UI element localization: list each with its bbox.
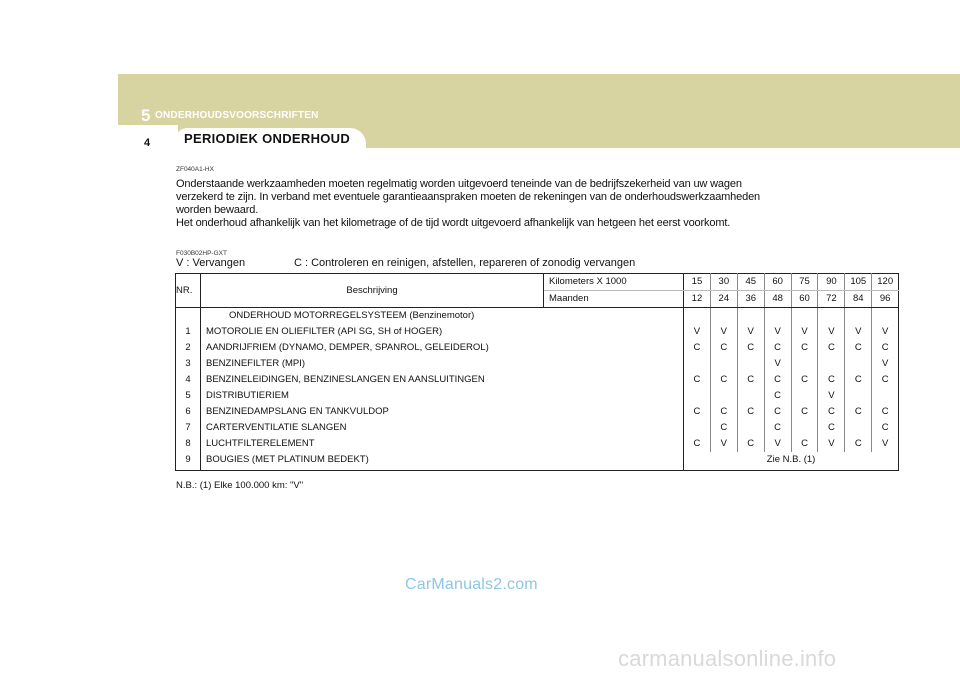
interval-cell bbox=[845, 308, 872, 325]
interval-action: C bbox=[881, 374, 889, 385]
section-title-cell: ONDERHOUD MOTORREGELSYSTEEM (Benzinemotor) bbox=[201, 308, 684, 325]
interval-action: C bbox=[710, 404, 737, 420]
footnote: N.B.: (1) Elke 100.000 km: "V" bbox=[176, 480, 304, 491]
interval-action: C bbox=[845, 436, 872, 452]
interval-action: V bbox=[737, 324, 764, 340]
interval-action bbox=[684, 388, 711, 404]
interval-cell bbox=[737, 308, 764, 325]
interval-action: C bbox=[684, 404, 711, 420]
interval-action: C bbox=[791, 436, 818, 452]
interval-action bbox=[791, 388, 818, 404]
interval-cell bbox=[818, 308, 845, 325]
interval-action: C bbox=[881, 406, 889, 417]
table-row bbox=[176, 388, 899, 404]
watermark-carmanualsonline[interactable]: carmanualsonline.info bbox=[618, 646, 837, 671]
km-interval: 60 bbox=[764, 274, 791, 291]
row-number: 7 bbox=[176, 420, 201, 436]
month-interval: 84 bbox=[845, 291, 872, 308]
month-interval: 72 bbox=[818, 291, 845, 308]
interval-cell bbox=[764, 308, 791, 325]
row-description: DISTRIBUTIERIEM bbox=[201, 388, 684, 404]
interval-action: C bbox=[710, 340, 737, 356]
interval-action bbox=[872, 388, 899, 404]
km-interval: 105 bbox=[845, 274, 872, 291]
interval-action: C bbox=[710, 420, 737, 436]
interval-action bbox=[845, 420, 872, 436]
row-number: 8 bbox=[176, 436, 201, 452]
interval-action: C bbox=[764, 340, 791, 356]
interval-action: C bbox=[818, 420, 845, 436]
interval-action: C bbox=[684, 372, 711, 388]
interval-action bbox=[845, 356, 872, 372]
interval-action: C bbox=[764, 372, 791, 388]
interval-action bbox=[791, 420, 818, 436]
table-row bbox=[176, 372, 899, 388]
interval-action: C bbox=[881, 342, 889, 353]
interval-action: C bbox=[881, 422, 889, 433]
interval-action bbox=[710, 356, 737, 372]
interval-action bbox=[845, 388, 872, 404]
interval-action bbox=[737, 420, 764, 436]
km-interval: 90 bbox=[818, 274, 845, 291]
interval-action: C bbox=[818, 404, 845, 420]
section-row bbox=[176, 308, 899, 325]
row-description: BOUGIES (MET PLATINUM BEDEKT) bbox=[201, 452, 684, 471]
interval-action: C bbox=[845, 340, 872, 356]
interval-cell bbox=[710, 308, 737, 325]
km-interval: 120 bbox=[872, 274, 899, 291]
interval-action: V bbox=[882, 358, 889, 369]
month-interval: 96 bbox=[872, 291, 899, 308]
interval-action: V bbox=[818, 436, 845, 452]
row-description: LUCHTFILTERELEMENT bbox=[201, 436, 684, 452]
interval-action: C bbox=[737, 372, 764, 388]
interval-action: V bbox=[764, 324, 791, 340]
interval-action: C bbox=[737, 404, 764, 420]
row-description: MOTOROLIE EN OLIEFILTER (API SG, SH of HOGER) bbox=[201, 324, 684, 340]
section-nr-cell bbox=[176, 308, 201, 325]
page-number: 4 bbox=[144, 137, 151, 149]
legend-replace: V : Vervangen bbox=[176, 257, 246, 269]
row-number: 4 bbox=[176, 372, 201, 388]
table-row bbox=[176, 452, 899, 471]
interval-action: V bbox=[764, 436, 791, 452]
interval-action: C bbox=[764, 420, 791, 436]
interval-action: V bbox=[764, 356, 791, 372]
interval-action bbox=[737, 388, 764, 404]
interval-action: V bbox=[882, 326, 889, 337]
interval-action: C bbox=[764, 404, 791, 420]
row-number: 9 bbox=[176, 452, 201, 471]
description-header: Beschrijving bbox=[201, 274, 544, 308]
interval-action: C bbox=[845, 372, 872, 388]
table-row bbox=[176, 356, 899, 372]
km-interval: 45 bbox=[737, 274, 764, 291]
interval-action: C bbox=[791, 372, 818, 388]
table-row bbox=[176, 436, 899, 452]
interval-action: V bbox=[845, 324, 872, 340]
interval-action: V bbox=[791, 324, 818, 340]
interval-action bbox=[684, 420, 711, 436]
row-description: BENZINEFILTER (MPI) bbox=[201, 356, 684, 372]
km-label: Kilometers X 1000 bbox=[544, 274, 684, 291]
interval-cell bbox=[791, 308, 818, 325]
interval-cell bbox=[872, 308, 899, 325]
intro-code: ZF040A1-HX bbox=[176, 166, 214, 173]
interval-cell bbox=[684, 308, 711, 325]
interval-action: V bbox=[818, 388, 845, 404]
month-interval: 36 bbox=[737, 291, 764, 308]
interval-action bbox=[684, 356, 711, 372]
interval-action: C bbox=[818, 340, 845, 356]
table-row bbox=[176, 324, 899, 340]
interval-action: C bbox=[684, 340, 711, 356]
row-note-reference: Zie N.B. (1) bbox=[766, 454, 816, 465]
interval-action: C bbox=[791, 340, 818, 356]
interval-action: V bbox=[684, 324, 711, 340]
interval-action: V bbox=[818, 324, 845, 340]
km-interval: 15 bbox=[684, 274, 711, 291]
chapter-title: ONDERHOUDSVOORSCHRIFTEN bbox=[155, 110, 319, 121]
interval-action bbox=[737, 356, 764, 372]
row-number: 1 bbox=[176, 324, 201, 340]
km-interval: 75 bbox=[791, 274, 818, 291]
interval-action: V bbox=[882, 438, 889, 449]
section-title: PERIODIEK ONDERHOUD bbox=[184, 131, 351, 146]
interval-action: C bbox=[737, 436, 764, 452]
interval-action: C bbox=[764, 388, 791, 404]
month-interval: 12 bbox=[684, 291, 711, 308]
row-number: 2 bbox=[176, 340, 201, 356]
table-row bbox=[176, 420, 899, 436]
row-description: BENZINELEIDINGEN, BENZINESLANGEN EN AANSLUITINGEN bbox=[201, 372, 684, 388]
intro-paragraph-2: Het onderhoud afhankelijk van het kilometrage of de tijd wordt uitgevoerd afhankelijk van hetgeen het eerst voorkomt. bbox=[176, 217, 731, 229]
table-row bbox=[176, 404, 899, 420]
header-row-km bbox=[176, 274, 899, 291]
interval-action: C bbox=[818, 372, 845, 388]
month-interval: 48 bbox=[764, 291, 791, 308]
maintenance-table bbox=[175, 273, 899, 471]
row-description: BENZINEDAMPSLANG EN TANKVULDOP bbox=[201, 404, 684, 420]
interval-action: C bbox=[684, 436, 711, 452]
month-interval: 24 bbox=[710, 291, 737, 308]
row-number: 6 bbox=[176, 404, 201, 420]
row-description: CARTERVENTILATIE SLANGEN bbox=[201, 420, 684, 436]
interval-action: C bbox=[845, 404, 872, 420]
watermark-carmanuals2[interactable]: CarManuals2.com bbox=[405, 576, 538, 593]
interval-action: V bbox=[710, 324, 737, 340]
intro-text bbox=[176, 178, 784, 230]
interval-action bbox=[818, 356, 845, 372]
row-number: 3 bbox=[176, 356, 201, 372]
interval-action: C bbox=[710, 372, 737, 388]
nr-header: NR. bbox=[176, 274, 201, 308]
legend-check: C : Controleren en reinigen, afstellen, repareren of zonodig vervangen bbox=[294, 257, 636, 269]
interval-action: C bbox=[737, 340, 764, 356]
interval-action: C bbox=[791, 404, 818, 420]
row-description: AANDRIJFRIEM (DYNAMO, DEMPER, SPANROL, GELEIDEROL) bbox=[201, 340, 684, 356]
month-interval: 60 bbox=[791, 291, 818, 308]
table-row bbox=[176, 340, 899, 356]
interval-action bbox=[791, 356, 818, 372]
interval-action bbox=[710, 388, 737, 404]
chapter-number: 5 bbox=[141, 106, 151, 125]
intro-paragraph-1: Onderstaande werkzaamheden moeten regelmatig worden uitgevoerd teneinde van de bedrijfszekerheid van uw wagen verzekerd te zijn. In verband met eventuele garantieaanspraken moeten de rekeningen van de onderhoudswerkzaamheden worden bewaard. bbox=[176, 178, 761, 216]
legend-code: F030B02HP-GXT bbox=[176, 250, 227, 257]
months-label: Maanden bbox=[544, 291, 684, 308]
row-number: 5 bbox=[176, 388, 201, 404]
km-interval: 30 bbox=[710, 274, 737, 291]
interval-action: V bbox=[710, 436, 737, 452]
